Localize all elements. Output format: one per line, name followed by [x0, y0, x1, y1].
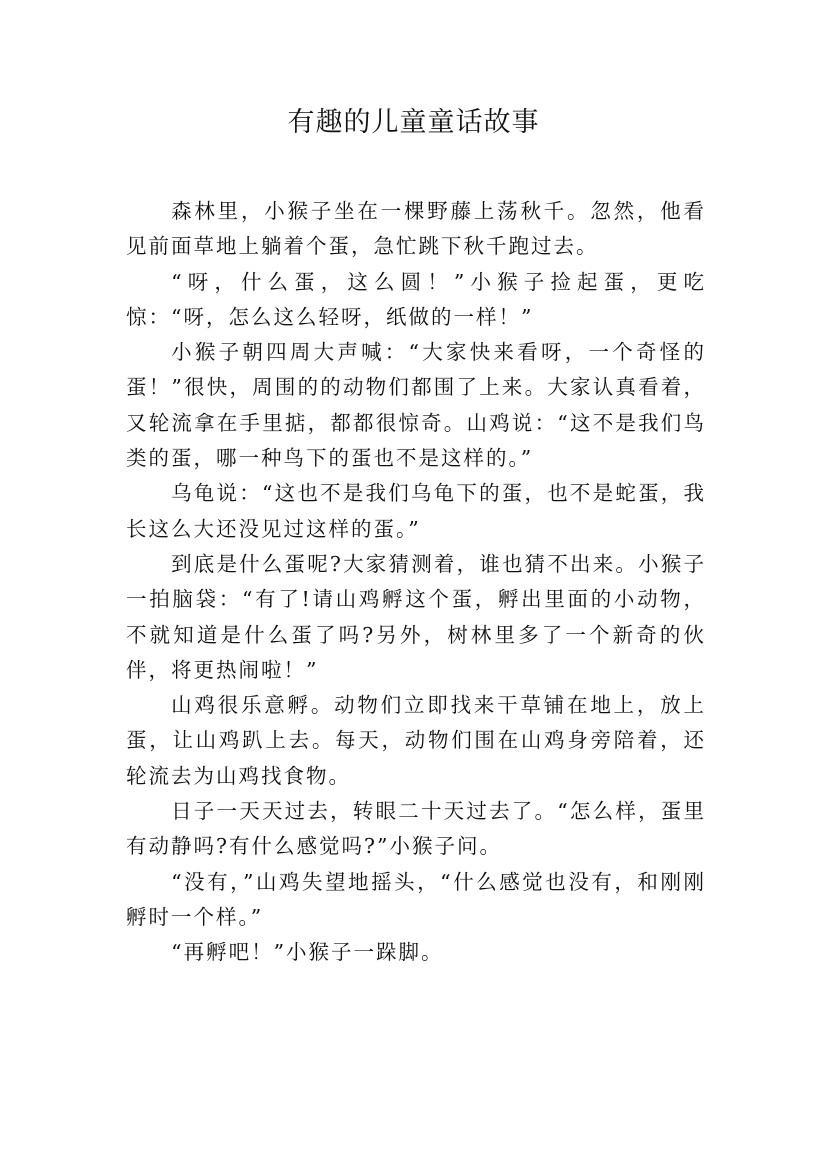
paragraph: 山鸡很乐意孵。动物们立即找来干草铺在地上，放上蛋，让山鸡趴上去。每天，动物们围在山鸡身旁陪着，还轮流去为山鸡找食物。: [126, 693, 706, 788]
paragraph: “再孵吧！”小猴子一跺脚。: [171, 940, 444, 965]
paragraph: 到底是什么蛋呢?大家猜测着，谁也猜不出来。小猴子一拍脑袋：“有了!请山鸡孵这个蛋，孵出里面的小动物，不就知道是什么蛋了吗?另外，树林里多了一个新奇的伙伴，将更热闹啦！”: [126, 551, 706, 682]
paragraph: “没有，”山鸡失望地摇头，“什么感觉也没有，和刚刚孵时一个样。”: [126, 869, 706, 929]
paragraph: 日子一天天过去，转眼二十天过去了。“怎么样，蛋里有动静吗?有什么感觉吗?”小猴子问。: [126, 799, 706, 859]
paragraph: “呀，什么蛋，这么圆！”小猴子捡起蛋，更吃惊：“呀，怎么这么轻呀，纸做的一样！”: [126, 269, 706, 329]
document-title: 有趣的儿童童话故事: [287, 107, 540, 138]
story-body: [126, 194, 706, 971]
paragraph: 乌龟说：“这也不是我们乌龟下的蛋，也不是蛇蛋，我长这么大还没见过这样的蛋。”: [126, 481, 706, 541]
paragraph: 森林里，小猴子坐在一棵野藤上荡秋千。忽然，他看见前面草地上躺着个蛋，急忙跳下秋千跑过去。: [126, 199, 706, 259]
paragraph: 小猴子朝四周大声喊：“大家快来看呀，一个奇怪的蛋！”很快，周围的的动物们都围了上来。大家认真看着，又轮流拿在手里掂，都都很惊奇。山鸡说：“这不是我们鸟类的蛋，哪一种鸟下的蛋也不是这样的。”: [126, 340, 706, 471]
